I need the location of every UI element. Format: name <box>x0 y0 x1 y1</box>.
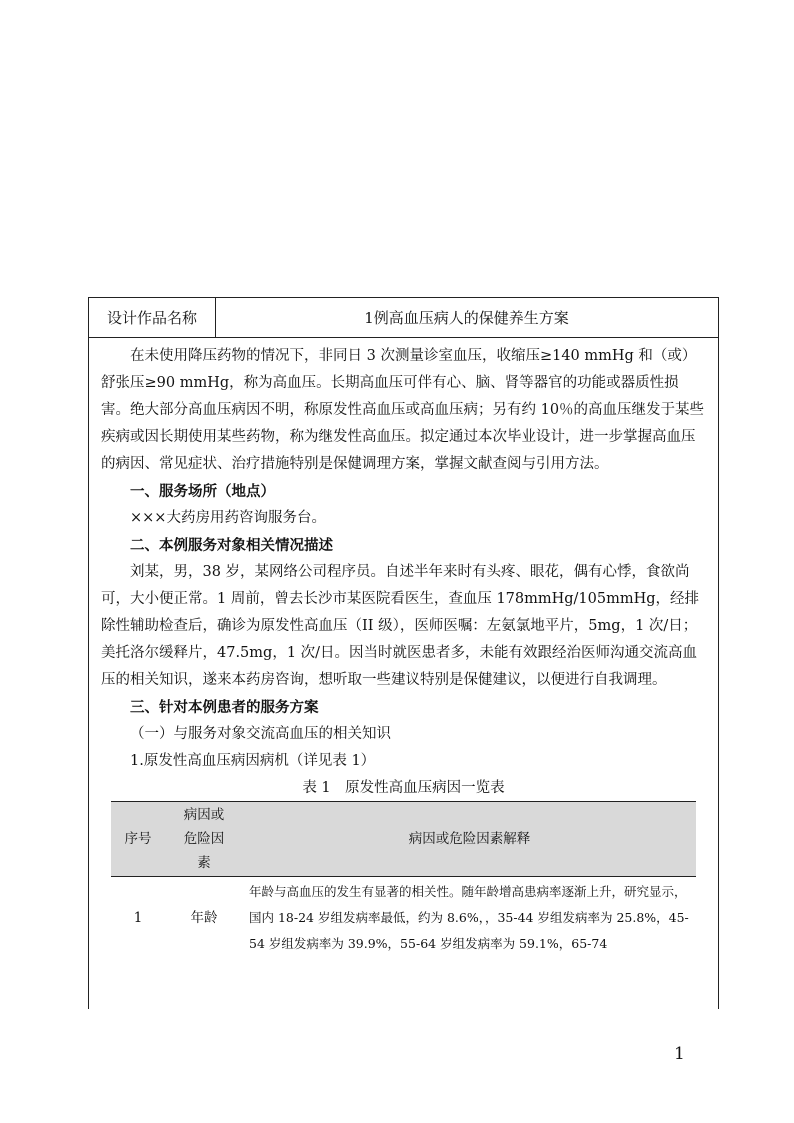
page-number: 1 <box>674 1044 685 1064</box>
section3-subheading-2: 1.原发性高血压病因病机（详见表 1） <box>130 753 376 769</box>
section1-text: ×××大药房用药咨询服务台。 <box>130 510 326 526</box>
content-body <box>101 343 706 959</box>
section3-subheading-1: （一）与服务对象交流高血压的相关知识 <box>130 726 391 742</box>
design-form-frame <box>88 297 719 1009</box>
column-header-no: 序号 <box>111 802 165 877</box>
table-caption: 表 1 原发性高血压病因一览表 <box>302 780 505 796</box>
column-header-factor-text: 病因或危险因素 <box>183 807 225 871</box>
title-label: 设计作品名称 <box>89 298 216 337</box>
section1-heading: 一、服务场所（地点） <box>130 483 275 500</box>
column-header-desc: 病因或危险因素解释 <box>243 802 696 877</box>
section3-heading: 三、针对本例患者的服务方案 <box>130 699 319 716</box>
section2-text: 刘某，男，38 岁，某网络公司程序员。自述半年来时有头疼、眼花，偶有心悸，食欲尚可，大小便正常。1 周前，曾去长沙市某医院看医生，查血压 178mmHg/105mmHg，经排除性辅助检查后，确诊为原发性高血压（II 级），医师医嘱：左氨氯地平片，5mg，1 次/日；美托洛尔缓释片，47.5mg，1 次/日。因当时就医患者多，未能有效跟经治医师沟通交流高血压的相关知识，遂来本药房咨询，想听取一些建议特别是保健建议，以便进行自我调理。 <box>101 564 700 688</box>
etiology-table <box>111 801 696 959</box>
section2-heading: 二、本例服务对象相关情况描述 <box>130 537 333 554</box>
table-row <box>111 877 696 960</box>
table-header-row <box>111 802 696 877</box>
intro-paragraph: 在未使用降压药物的情况下，非同日 3 次测量诊室血压，收缩压≥140 mmHg 和（或）舒张压≥90 mmHg，称为高血压。长期高血压可伴有心、脑、肾等器官的功能或器质性损害。绝大部分高血压病因不明，称原发性高血压或高血压病；另有约 10％的高血压继发于某些疾病或因长期使用某些药物，称为继发性高血压。拟定通过本次毕业设计，进一步掌握高血压的病因、常见症状、治疗措施特别是保健调理方案，掌握文献查阅与引用方法。 <box>101 348 705 472</box>
column-header-factor <box>165 802 243 877</box>
row-no: 1 <box>133 909 143 926</box>
design-title: 1例高血压病人的保健养生方案 <box>364 309 569 327</box>
row-factor: 年龄 <box>190 909 218 926</box>
row-desc: 年龄与高血压的发生有显著的相关性。随年龄增高患病率逐渐上升，研究显示，国内 18-24 岁组发病率最低，约为 8.6%，，35-44 岁组发病率为 25.8%，45-54 岁组发病率为 39.9%，55-64 岁组发病率为 59.1%，65-74 <box>249 884 689 951</box>
title-row <box>89 298 718 338</box>
